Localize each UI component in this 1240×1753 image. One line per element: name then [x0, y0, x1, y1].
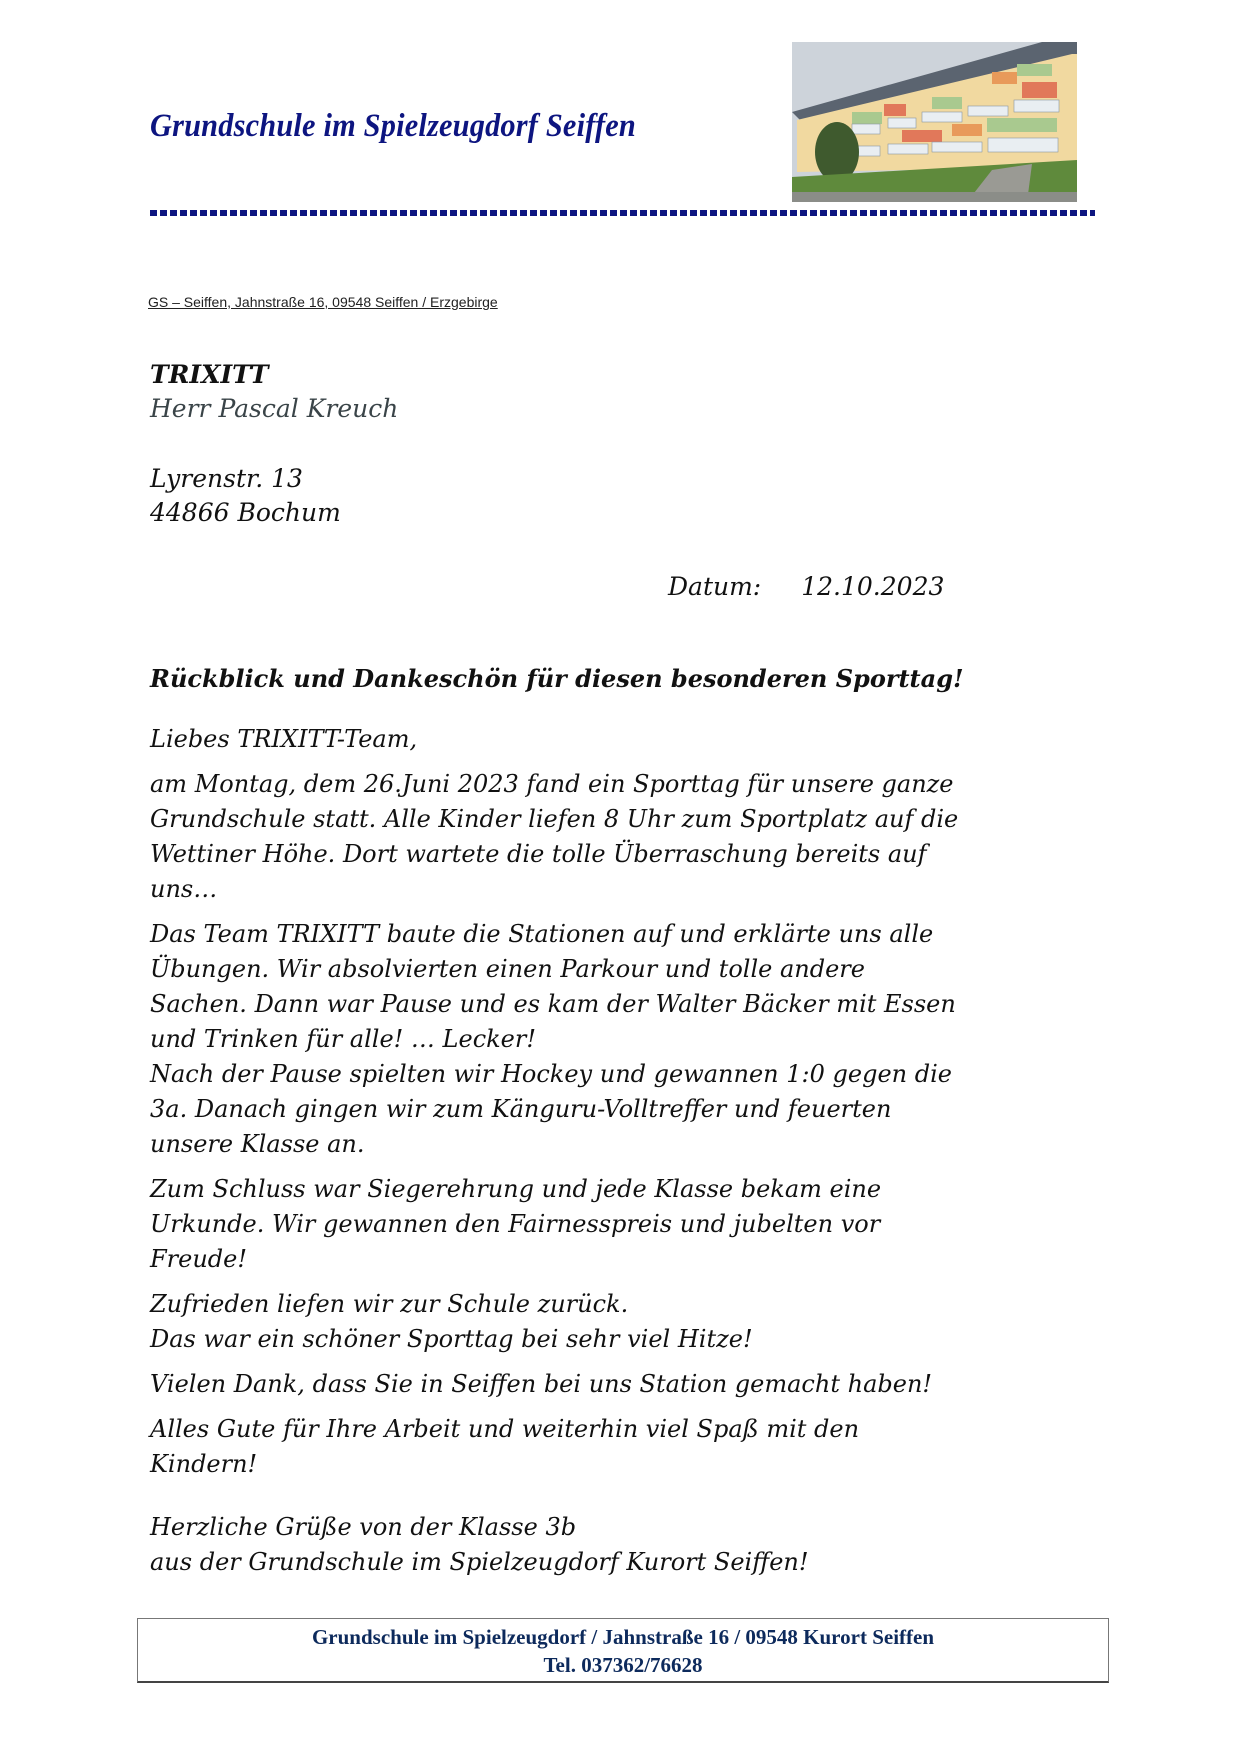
body-paragraph: Zum Schluss war Siegerehrung und jede Klasse bekam eine Urkunde. Wir gewannen den Fairnesspreis und jubelten vor Freude!	[150, 1175, 882, 1273]
sender-return-address: GS – Seiffen, Jahnstraße 16, 09548 Seiffen / Erzgebirge	[148, 294, 498, 310]
school-building-photo	[792, 42, 1077, 202]
recipient-block	[150, 358, 398, 426]
recipient-person: Herr Pascal Kreuch	[150, 394, 399, 423]
letter-body	[150, 722, 1110, 1590]
salutation: Liebes TRIXITT-Team,	[150, 725, 418, 753]
body-paragraph: Alles Gute für Ihre Arbeit und weiterhin viel Spaß mit den Kindern!	[150, 1415, 860, 1478]
recipient-address	[150, 462, 341, 530]
body-paragraph: Vielen Dank, dass Sie in Seiffen bei uns Station gemacht haben!	[150, 1370, 933, 1398]
header-divider	[150, 210, 1095, 216]
recipient-street: Lyrenstr. 13	[150, 464, 303, 493]
date-label: Datum:	[668, 572, 762, 601]
footer-phone: Tel. 037362/76628	[543, 1653, 703, 1677]
letter-subject: Rückblick und Dankeschön für diesen besonderen Sporttag!	[150, 664, 964, 693]
footer-address: Grundschule im Spielzeugdorf / Jahnstraße 16 / 09548 Kurort Seiffen	[311, 1625, 935, 1649]
body-paragraph: am Montag, dem 26.Juni 2023 fand ein Sporttag für unsere ganze Grundschule statt. Alle Kinder liefen 8 Uhr zum Sportplatz auf die Wettiner Höhe. Dort wartete die tolle Überraschung bereits auf uns…	[150, 770, 959, 903]
recipient-company: TRIXITT	[150, 360, 269, 389]
body-paragraph: Zufrieden liefen wir zur Schule zurück. Das war ein schöner Sporttag bei sehr viel Hitze!	[150, 1290, 753, 1353]
recipient-city: 44866 Bochum	[150, 498, 341, 527]
footer-contact-box	[137, 1618, 1109, 1683]
school-building-image	[792, 42, 1077, 202]
date-value: 12.10.2023	[801, 572, 945, 601]
closing-signature: Herzliche Grüße von der Klasse 3b aus der Grundschule im Spielzeugdorf Kurort Seiffen!	[150, 1513, 809, 1576]
body-paragraph: Das Team TRIXITT baute die Stationen auf und erklärte uns alle Übungen. Wir absolvierten einen Parkour und tolle andere Sachen. Dann war Pause und es kam der Walter Bäcker mit Essen und Trinken für alle! … Lecker! Nach der Pause spielten wir Hockey und gewannen 1:0 gegen die 3a. Danach gingen wir zum Känguru-Volltreffer und feuerten unsere Klasse an.	[150, 920, 956, 1158]
school-title: Grundschule im Spielzeugdorf Seiffen	[150, 108, 636, 144]
date-row	[668, 572, 944, 601]
